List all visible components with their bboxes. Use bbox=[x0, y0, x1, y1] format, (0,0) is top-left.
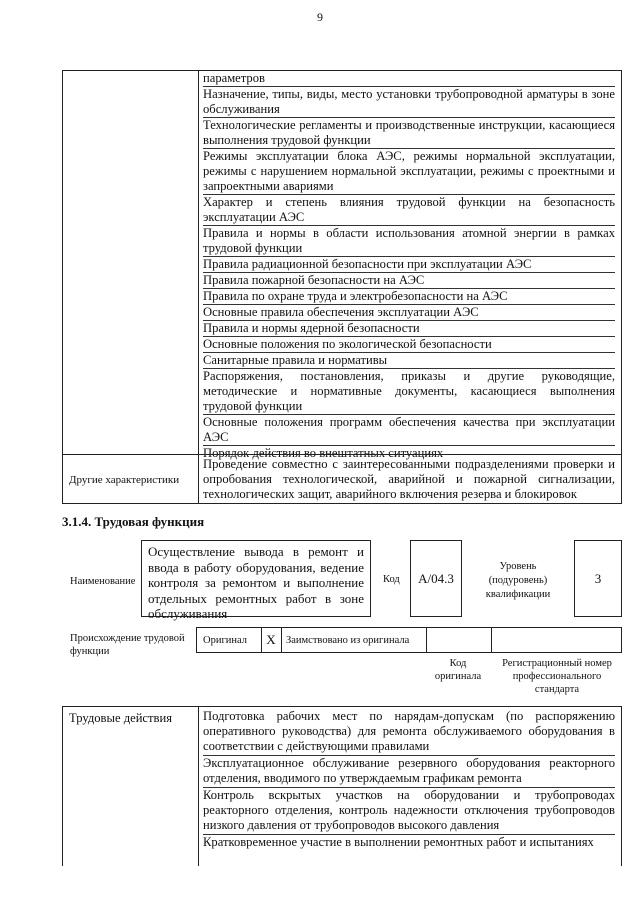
column-divider bbox=[198, 71, 199, 503]
code-label: Код bbox=[383, 574, 400, 585]
list-item: Технологические регламенты и производственные инструкции, касающиеся выполнения трудовой функции bbox=[203, 118, 615, 147]
list-item: Санитарные правила и нормативы bbox=[203, 353, 615, 369]
actions-list bbox=[203, 709, 615, 851]
qualification-level-label: Уровень (подуровень) квалификации bbox=[485, 561, 551, 600]
list-item: Основные положения по экологической безопасности bbox=[203, 337, 615, 353]
original-mark: X bbox=[266, 632, 276, 647]
original-mark-cell bbox=[261, 628, 282, 652]
list-item: Порядок действия во внештатных ситуациях bbox=[203, 446, 444, 460]
list-item: Основные положения программ обеспечения качества при эксплуатации АЭС bbox=[203, 415, 615, 444]
list-item: Правила и нормы в области использования атомной энергии в рамках трудовой функции bbox=[203, 226, 615, 255]
column-divider bbox=[198, 707, 199, 866]
function-name-box: Осуществление вывода в ремонт и ввода в работу оборудования, ведение контроля за ремонтом и выполнение отдельных ремонтных работ в зоне обслуживания bbox=[141, 540, 371, 617]
name-label: Наименование bbox=[70, 576, 136, 587]
list-item: Распоряжения, постановления, приказы и другие руководящие, методические и нормативные документы, касающиеся выполнения трудовой функции bbox=[203, 369, 615, 413]
list-item: параметров bbox=[203, 71, 615, 87]
list-item: Подготовка рабочих мест по нарядам-допускам (по распоряжению оперативного руководства) для ремонта обслуживаемого оборудования в соответствии с действующими правилами bbox=[203, 709, 615, 756]
origin-label: Происхождение трудовой функции bbox=[70, 633, 185, 657]
list-item: Правила радиационной безопасности при эксплуатации АЭС bbox=[203, 257, 615, 273]
actions-label: Трудовые действия bbox=[69, 711, 173, 725]
list-item: Основные правила обеспечения эксплуатации АЭС bbox=[203, 305, 615, 321]
list-item: Правила по охране труда и электробезопасности на АЭС bbox=[203, 289, 615, 305]
list-item: Правила и нормы ядерной безопасности bbox=[203, 321, 615, 337]
knowledge-list bbox=[203, 71, 615, 461]
actions-table bbox=[62, 706, 622, 866]
row-divider bbox=[63, 454, 621, 455]
registration-number-cell bbox=[492, 628, 622, 652]
list-item: Правила пожарной безопасности на АЭС bbox=[203, 273, 615, 289]
qualification-level-box: 3 bbox=[574, 540, 622, 617]
list-item: Эксплуатационное обслуживание резервного оборудования реакторного отделения, вводимого по утверждаемым графикам ремонта bbox=[203, 756, 615, 788]
original-label: Оригинал bbox=[203, 634, 247, 646]
original-code-caption: Код оригинала bbox=[434, 658, 482, 682]
code-box: A/04.3 bbox=[410, 540, 462, 617]
registration-number-caption: Регистрационный номер профессионального стандарта bbox=[502, 658, 612, 695]
origin-row bbox=[196, 627, 622, 653]
list-item: Режимы эксплуатации блока АЭС, режимы нормальной эксплуатации, режимы с нарушением нормальной эксплуатации, режимы с проектными и запроектными авариями bbox=[203, 149, 615, 193]
other-characteristics-label: Другие характеристики bbox=[69, 474, 180, 486]
original-code-cell bbox=[427, 628, 492, 652]
list-item: Кратковременное участие в выполнении ремонтных работ и испытаниях bbox=[203, 835, 594, 849]
knowledge-table bbox=[62, 70, 622, 504]
original-cell bbox=[197, 628, 262, 652]
borrowed-cell bbox=[282, 628, 427, 652]
section-title: 3.1.4. Трудовая функция bbox=[62, 514, 205, 529]
list-item: Назначение, типы, виды, место установки трубопроводной арматуры в зоне обслуживания bbox=[203, 87, 615, 116]
page-number: 9 bbox=[317, 10, 323, 24]
list-item: Характер и степень влияния трудовой функции на безопасность эксплуатации АЭС bbox=[203, 195, 615, 224]
borrowed-label: Заимствовано из оригинала bbox=[286, 634, 410, 646]
other-characteristics-text: Проведение совместно с заинтересованными подразделениями проверки и опробования технологической, аварийной и пожарной сигнализации, технологических защит, аварийного включения резерва и блокировок bbox=[203, 457, 615, 501]
list-item: Контроль вскрытых участков на оборудовании и трубопроводах реакторного отделения, контроль надежности отключения трубопроводов низкого давления от трубопроводов высокого давления bbox=[203, 788, 615, 835]
